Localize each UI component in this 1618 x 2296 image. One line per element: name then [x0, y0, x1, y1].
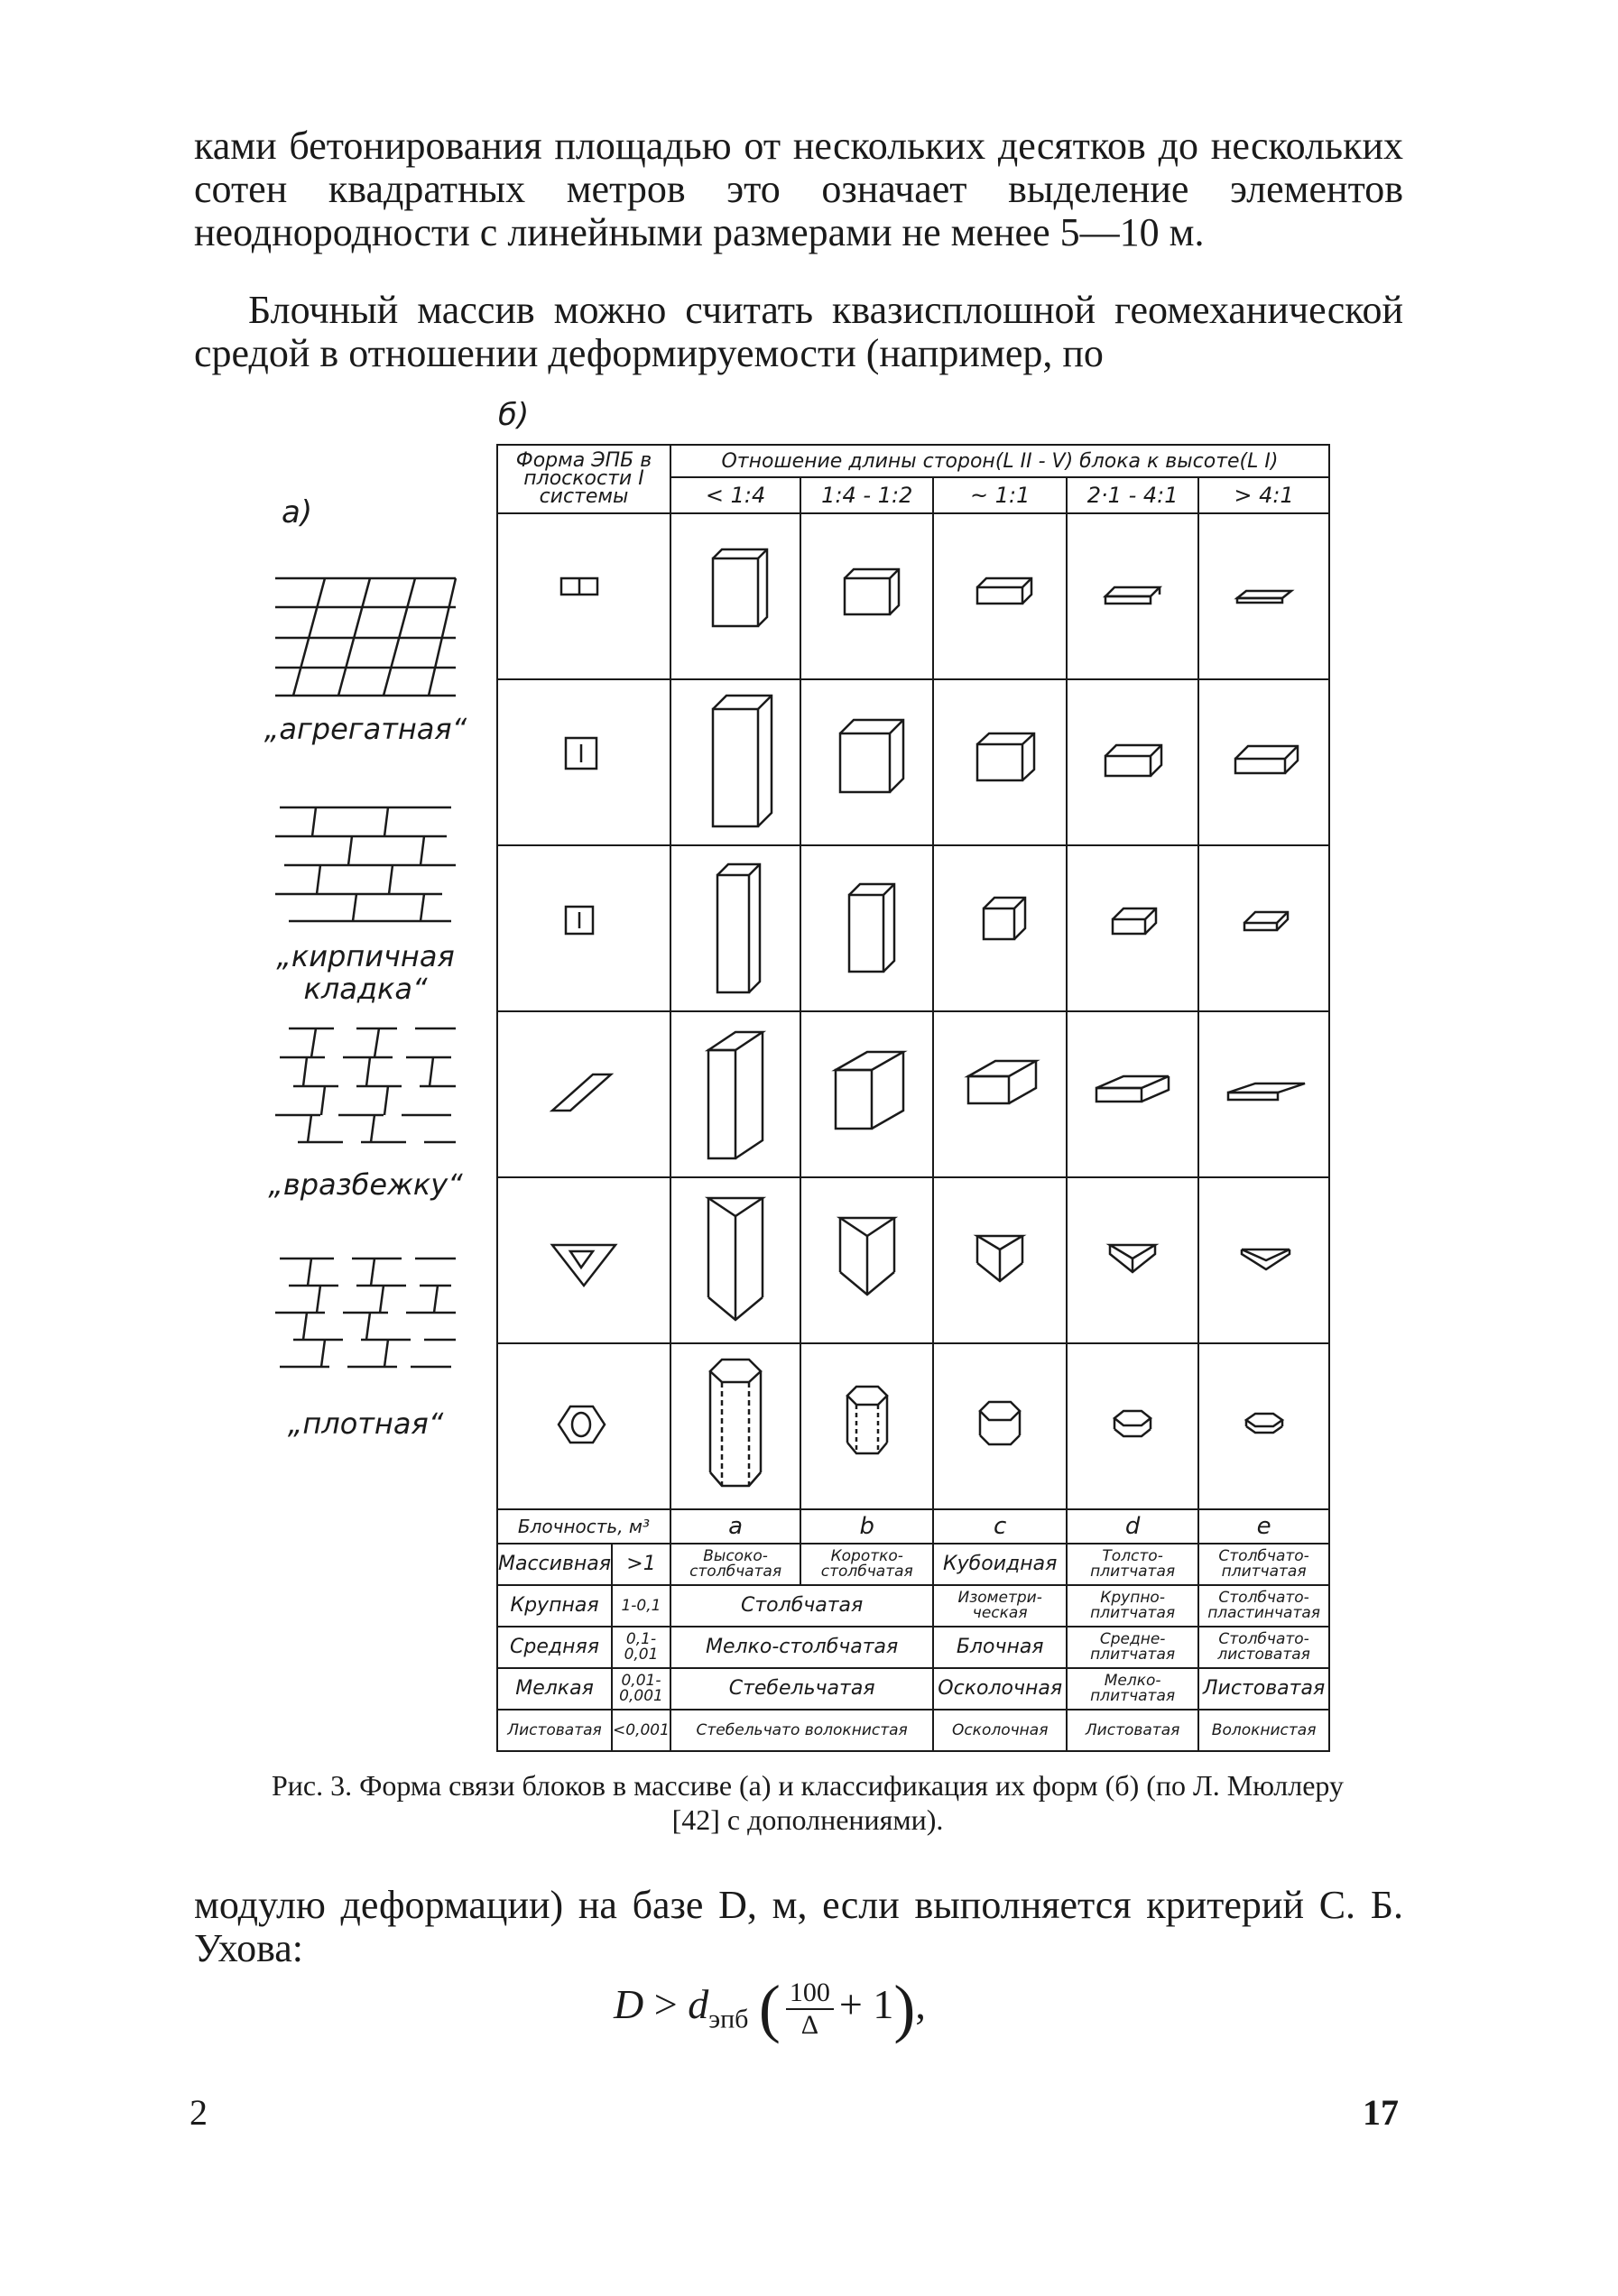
pattern-aggregate-label: „агрегатная“	[264, 712, 467, 746]
table-cell: Мелко-плитчатая	[1067, 1668, 1198, 1710]
table-cell: Осколочная	[933, 1668, 1067, 1710]
block-shape	[681, 682, 790, 840]
table-cell: Толсто-плитчатая	[1067, 1544, 1198, 1585]
pattern-brick-label: „кирпичная кладка“	[276, 939, 455, 1006]
row-size: 0,01-0,001	[612, 1668, 670, 1710]
table-cell: Крупно-плитчатая	[1067, 1585, 1198, 1627]
size-header: Блочность, м³	[497, 1509, 670, 1544]
table-cell: Волокнистая	[1198, 1710, 1329, 1751]
block-shape	[1078, 854, 1187, 999]
block-shape	[1210, 1020, 1318, 1165]
formula-paren-open: (	[758, 1972, 781, 2044]
block-shape	[946, 1352, 1054, 1497]
ratio-col-a: < 1:4	[670, 477, 800, 513]
table-cell: Средне-плитчатая	[1067, 1627, 1198, 1668]
row-name: Крупная	[497, 1585, 612, 1627]
block-shape	[1078, 688, 1187, 833]
block-shape	[813, 1020, 921, 1165]
page-number-left: 2	[190, 2092, 208, 2133]
ratio-col-e: > 4:1	[1198, 477, 1329, 513]
row-size: <0,001	[612, 1710, 670, 1751]
paragraph-after-figure: модулю деформации) на базе D, м, если выполняется критерий С. Б. Ухова:	[194, 1883, 1403, 1970]
block-shape	[813, 688, 921, 833]
ratio-col-d: 2·1 - 4:1	[1067, 477, 1198, 513]
block-shape	[813, 854, 921, 999]
col-letter-e: e	[1198, 1509, 1329, 1544]
block-shape-hexagon	[525, 1352, 643, 1497]
formula-numerator: 100	[786, 1978, 834, 2010]
table-cell: Осколочная	[933, 1710, 1067, 1751]
table-cell: Стебельчатая	[670, 1668, 933, 1710]
pattern-staggered-drawing	[271, 1019, 460, 1146]
block-shape	[681, 522, 790, 667]
formula-denominator: Δ	[800, 2009, 819, 2040]
formula-paren-close: )	[893, 1972, 916, 2044]
page-number-right: 17	[1363, 2092, 1399, 2133]
pattern-brick-drawing	[271, 798, 460, 925]
block-shape	[681, 1346, 790, 1504]
block-shape-small-square	[525, 854, 643, 999]
block-shape	[946, 854, 1054, 999]
formula-op: >	[653, 1981, 678, 2028]
block-shape	[946, 688, 1054, 833]
row-size: >1	[612, 1544, 670, 1585]
formula-sub: эпб	[708, 2004, 749, 2034]
row-size: 0,1-0,01	[612, 1627, 670, 1668]
col-letter-b: b	[800, 1509, 933, 1544]
block-shape	[1210, 688, 1318, 833]
table-cell: Блочная	[933, 1627, 1067, 1668]
classification-table	[496, 444, 1330, 1752]
formula-d: d	[688, 1981, 709, 2028]
block-shape	[1210, 1186, 1318, 1331]
row-name: Листоватая	[497, 1710, 612, 1751]
block-shape	[813, 522, 921, 667]
block-shape	[813, 1352, 921, 1497]
pattern-aggregate-drawing	[271, 573, 460, 699]
block-shape	[1210, 522, 1318, 667]
figure-caption: Рис. 3. Форма связи блоков в массиве (а) и классификация их форм (б) (по Л. Мюллеру [42] с дополнениями).	[272, 1769, 1344, 1836]
formula-plus: + 1	[838, 1981, 894, 2028]
block-shape-rhombus	[525, 1020, 643, 1165]
block-shape	[813, 1186, 921, 1331]
ratio-col-b: 1:4 - 1:2	[800, 477, 933, 513]
block-shape	[946, 522, 1054, 667]
table-cell: Высоко-столбчатая	[670, 1544, 800, 1585]
paragraph-top: ками бетонирования площадью от нескольких десятков до нескольких сотен квадратных метров это означает выделение элементов неоднородности с линейными размерами не менее 5—10 м.	[194, 124, 1403, 254]
row-name: Мелкая	[497, 1668, 612, 1710]
block-shape	[946, 1020, 1054, 1165]
block-shape	[681, 1014, 790, 1172]
formula-tail: ,	[915, 1981, 926, 2028]
header-side-ratio: Отношение длины сторон(L II - V) блока к высоте(L I)	[670, 445, 1329, 477]
pattern-staggered-label: „вразбежку“	[268, 1167, 463, 1202]
formula	[614, 1971, 926, 2046]
table-cell: Столбчато-пластинчатая	[1198, 1585, 1329, 1627]
block-shape	[681, 1180, 790, 1338]
figure-label-b: б)	[498, 397, 530, 433]
table-cell: Столбчато-листоватая	[1198, 1627, 1329, 1668]
table-cell: Стебельчато волокнистая	[670, 1710, 933, 1751]
col-letter-c: c	[933, 1509, 1067, 1544]
col-letter-a: a	[670, 1509, 800, 1544]
paragraph-second: Блочный массив можно считать квазисплошной геомеханической средой в отношении деформируемости (например, по	[194, 288, 1403, 375]
block-shape	[1078, 1020, 1187, 1165]
pattern-dense-drawing	[271, 1249, 460, 1385]
block-shape-triangle	[525, 1186, 643, 1331]
block-shape	[681, 848, 790, 1006]
table-cell: Кубоидная	[933, 1544, 1067, 1585]
block-shape-square-small	[525, 688, 643, 833]
block-shape-rect-small	[525, 522, 643, 667]
row-name: Средняя	[497, 1627, 612, 1668]
block-shape	[1078, 1352, 1187, 1497]
block-shape	[1210, 1352, 1318, 1497]
table-cell: Коротко-столбчатая	[800, 1544, 933, 1585]
formula-fraction	[786, 1978, 834, 2041]
block-shape	[1078, 1186, 1187, 1331]
table-cell: Столбчато-плитчатая	[1198, 1544, 1329, 1585]
table-cell: Листоватая	[1067, 1710, 1198, 1751]
block-shape	[1078, 522, 1187, 667]
figure-label-a: а)	[282, 494, 313, 530]
block-shape	[1210, 854, 1318, 999]
table-cell: Мелко-столбчатая	[670, 1627, 933, 1668]
row-name: Массивная	[497, 1544, 612, 1585]
formula-lhs: D	[614, 1981, 644, 2028]
table-cell: Листоватая	[1198, 1668, 1329, 1710]
col-letter-d: d	[1067, 1509, 1198, 1544]
ratio-col-c: ~ 1:1	[933, 477, 1067, 513]
pattern-dense-label: „плотная“	[287, 1406, 444, 1441]
table-cell: Столбчатая	[670, 1585, 933, 1627]
row-size: 1-0,1	[612, 1585, 670, 1627]
header-form-in-plane: Форма ЭПБ в плоскости I системы	[497, 445, 670, 513]
block-shape	[946, 1186, 1054, 1331]
table-cell: Изометри-ческая	[933, 1585, 1067, 1627]
